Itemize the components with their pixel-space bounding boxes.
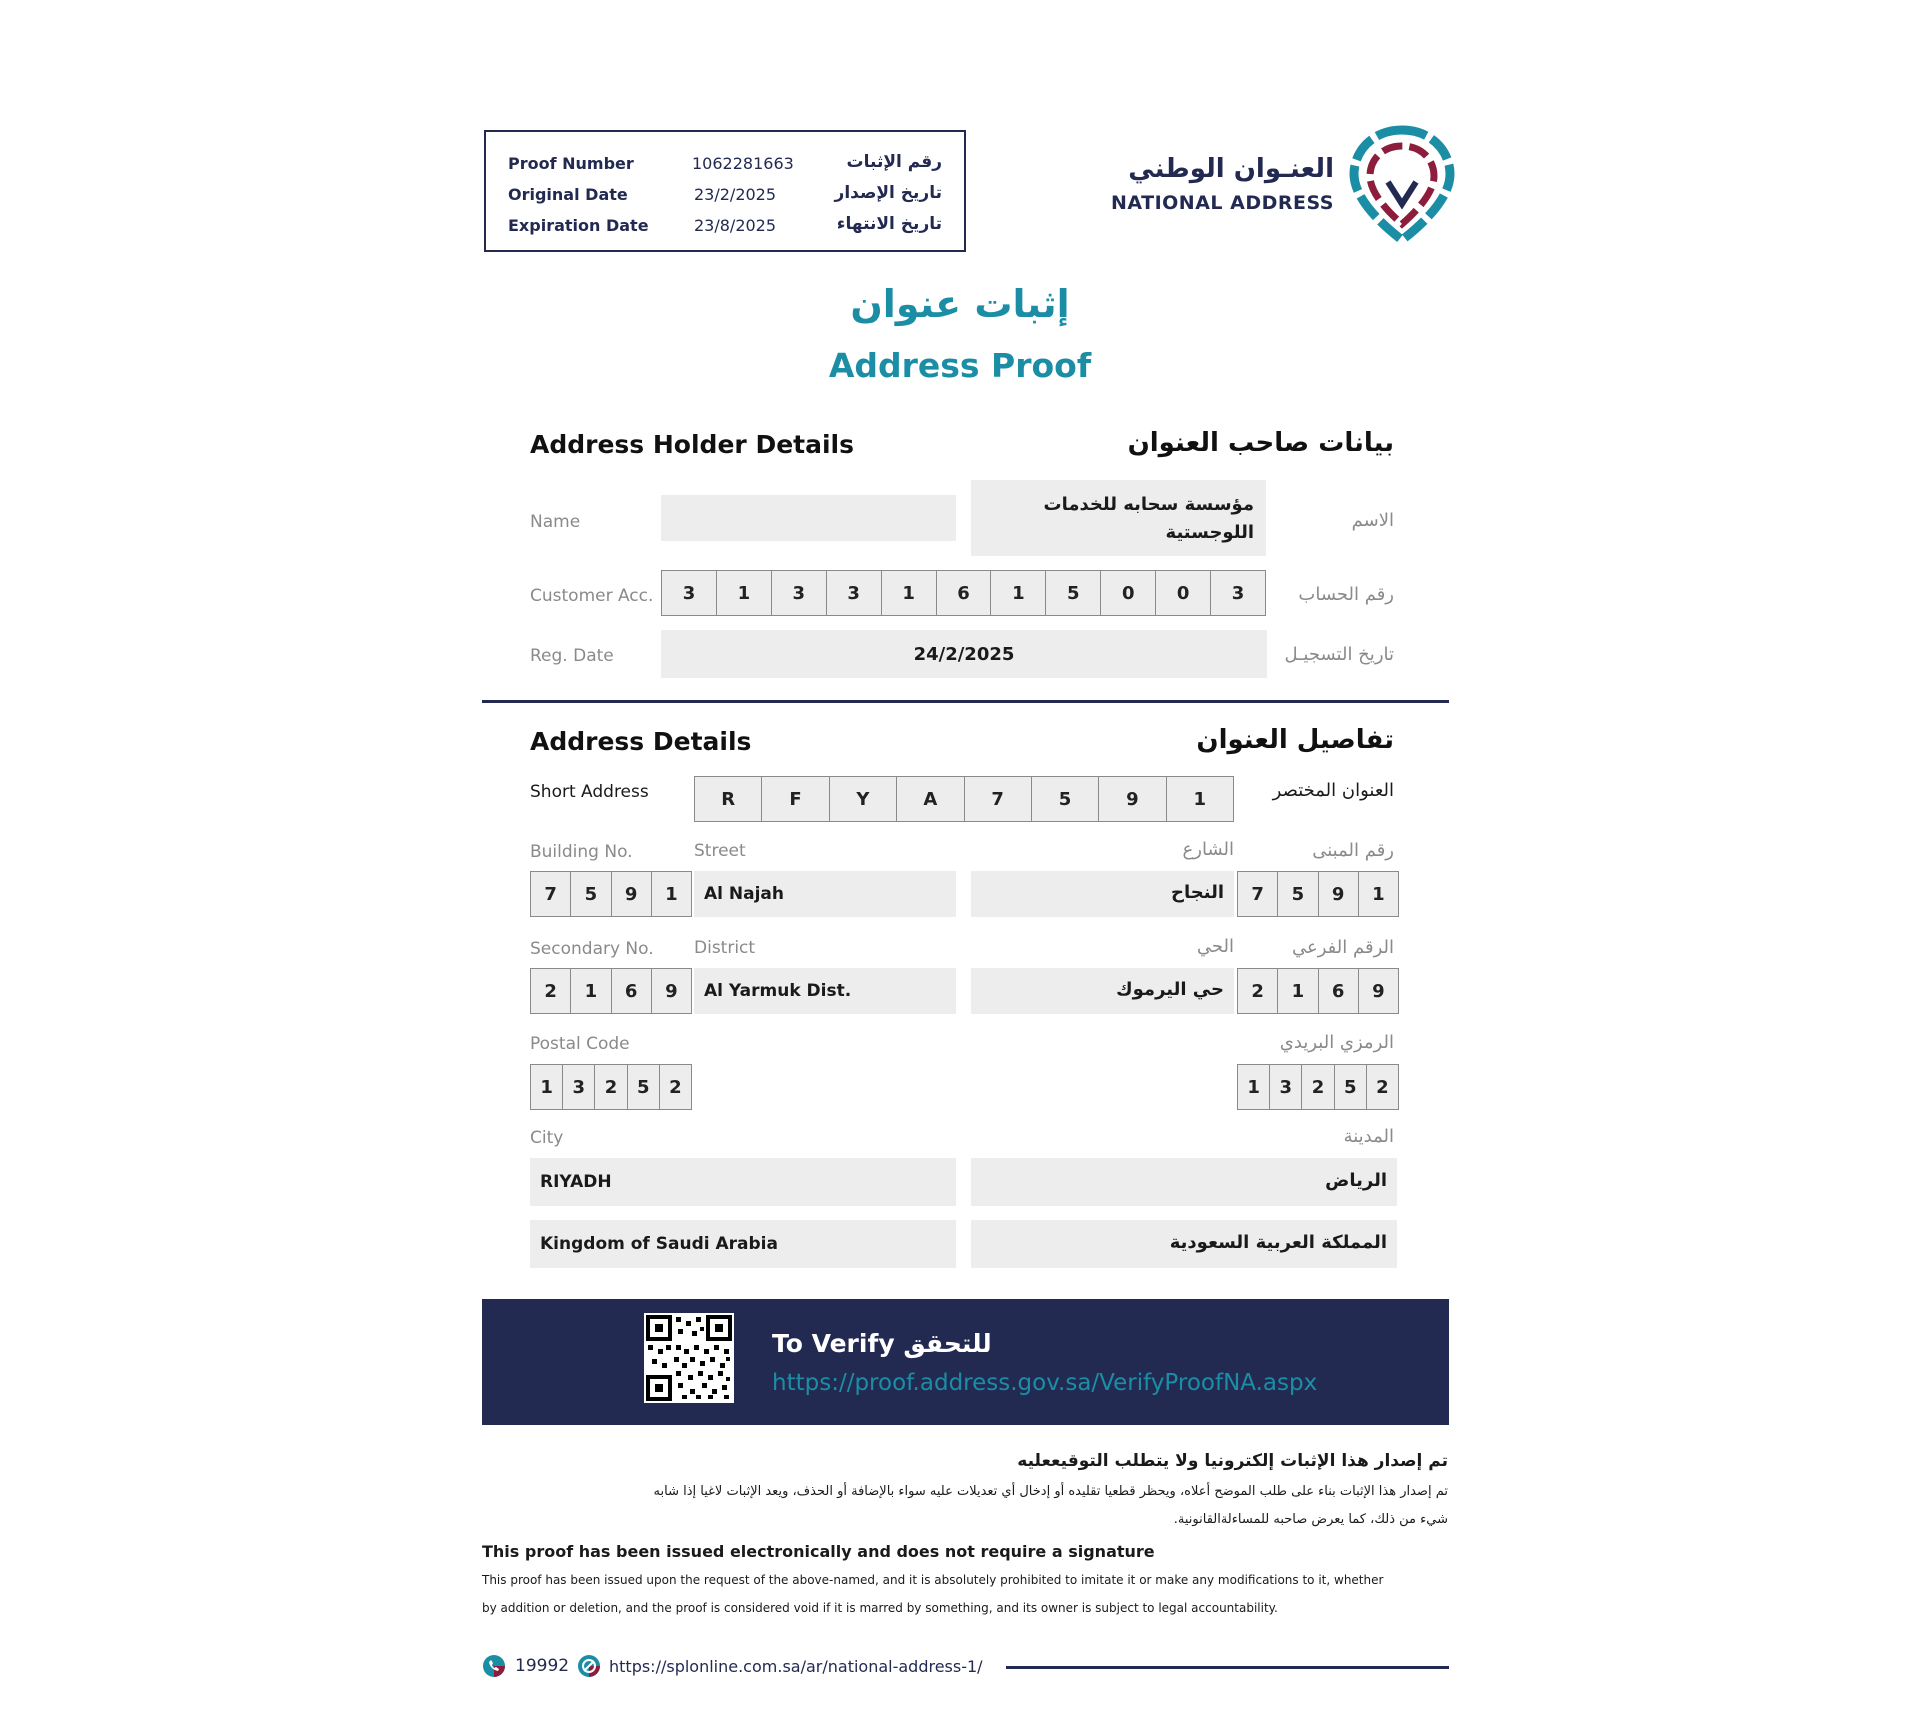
building-digit: 7: [1251, 883, 1264, 905]
address-heading-en: Address Details: [530, 727, 752, 756]
secondary-digit: 9: [651, 969, 691, 1013]
acc-digit: 0: [1100, 571, 1155, 615]
acc-digit: 3: [826, 571, 881, 615]
acc-digit: 6: [936, 571, 991, 615]
name-value-ar-line1: مؤسسة سحابه للخدمات: [1043, 494, 1254, 515]
customer-acc-digits: [661, 570, 1266, 616]
holder-heading-ar: بيانات صاحب العنوان: [1127, 428, 1394, 458]
notice-body-en-line1: This proof has been issued upon the request of the above-named, and it is absolutely prohibited to imitate it or make any modifications to it, whether: [482, 1573, 1384, 1587]
phone-icon: [482, 1654, 506, 1678]
reg-date-label: Reg. Date: [530, 646, 614, 666]
building-digit: 9: [1318, 872, 1358, 916]
short-address-char: R: [721, 788, 736, 810]
reg-date-field: [661, 630, 1267, 678]
street-label-ar: الشارع: [1182, 839, 1234, 860]
country-field-en: [530, 1220, 956, 1268]
building-digits-ar: [1237, 871, 1399, 917]
expiration-date-value: 23/8/2025: [694, 216, 777, 235]
secondary-digit: 1: [570, 969, 610, 1013]
acc-digit: 5: [1045, 571, 1100, 615]
original-date-value: 23/2/2025: [694, 185, 777, 204]
postal-digit: 1: [1247, 1076, 1260, 1098]
country-field-ar: [971, 1220, 1397, 1268]
short-address-char: F: [761, 777, 828, 821]
postal-digit: 3: [1269, 1065, 1301, 1109]
secondary-digits-en: [530, 968, 692, 1014]
building-digits-en: [530, 871, 692, 917]
city-label-ar: المدينة: [1343, 1126, 1394, 1147]
original-date-label-ar: تاريخ الإصدار: [834, 183, 942, 203]
secondary-digit: 6: [1318, 969, 1358, 1013]
section-divider: [482, 700, 1449, 703]
name-value-ar-line2: اللوجستية: [1165, 522, 1254, 543]
short-address-chars: [694, 776, 1234, 822]
building-digit: 1: [651, 872, 691, 916]
district-value-en: Al Yarmuk Dist.: [704, 981, 852, 1001]
acc-digit: 3: [682, 582, 696, 604]
city-value-en: RIYADH: [540, 1172, 612, 1192]
customer-acc-label: Customer Acc.: [530, 586, 654, 606]
district-field-en: [694, 968, 956, 1014]
footer-url[interactable]: https://splonline.com.sa/ar/national-address-1/: [609, 1657, 983, 1676]
customer-acc-label-ar: رقم الحساب: [1298, 584, 1394, 605]
building-digit: 1: [1358, 872, 1398, 916]
city-label: City: [530, 1128, 564, 1148]
short-address-label: Short Address: [530, 782, 649, 802]
district-label-ar: الحي: [1196, 936, 1234, 957]
short-address-char: A: [896, 777, 963, 821]
acc-digit: 3: [1210, 571, 1265, 615]
notice-body-en-line2: by addition or deletion, and the proof is considered void if it is marred by something, and its owner is subject to legal accountability.: [482, 1601, 1278, 1615]
name-field-ar: [971, 480, 1266, 556]
verify-title: To Verify للتحقق: [772, 1329, 992, 1358]
postal-label: Postal Code: [530, 1034, 630, 1054]
secondary-digit: 2: [1251, 980, 1264, 1002]
short-address-char: 7: [964, 777, 1031, 821]
reg-date-label-ar: تاريخ التسجيـل: [1284, 644, 1394, 665]
short-address-char: 9: [1098, 777, 1165, 821]
building-digit: 5: [1277, 872, 1317, 916]
street-field-ar: [971, 871, 1234, 917]
globe-icon: [577, 1654, 601, 1678]
street-label: Street: [694, 841, 746, 861]
postal-digit: 2: [1301, 1065, 1333, 1109]
street-value-ar: النجاح: [1171, 882, 1224, 903]
building-digit: 7: [544, 883, 557, 905]
country-value-ar: المملكة العربية السعودية: [1169, 1232, 1387, 1253]
street-field-en: [694, 871, 956, 917]
footer-line: [1006, 1666, 1449, 1669]
district-label: District: [694, 938, 756, 958]
acc-digit: 1: [716, 571, 771, 615]
proof-info-box: [484, 130, 966, 252]
postal-digit: 1: [540, 1076, 553, 1098]
district-value-ar: حي اليرموك: [1116, 979, 1224, 1000]
proof-number-value: 1062281663: [692, 154, 794, 173]
building-digit: 5: [570, 872, 610, 916]
location-pin-icon: [1344, 124, 1460, 246]
holder-heading-en: Address Holder Details: [530, 430, 854, 459]
city-value-ar: الرياض: [1325, 1170, 1387, 1191]
expiration-date-label-ar: تاريخ الانتهاء: [836, 214, 942, 234]
street-value-en: Al Najah: [704, 884, 785, 904]
short-address-char: 1: [1166, 777, 1233, 821]
secondary-digit: 1: [1277, 969, 1317, 1013]
postal-label-ar: الرمزي البريدي: [1279, 1032, 1394, 1053]
proof-number-label: Proof Number: [508, 154, 634, 173]
page-title-ar: إثبات عنوان: [850, 282, 1070, 326]
postal-digits-en: [530, 1064, 692, 1110]
notice-heading-ar: تم إصدار هذا الإثبات إلكترونيا ولا يتطلب التوقيععليه: [1017, 1451, 1448, 1471]
reg-date-value: 24/2/2025: [913, 643, 1015, 665]
name-label: Name: [530, 512, 581, 532]
acc-digit: 0: [1155, 571, 1210, 615]
postal-digit: 2: [659, 1065, 691, 1109]
postal-digits-ar: [1237, 1064, 1399, 1110]
short-address-char: 5: [1031, 777, 1098, 821]
district-field-ar: [971, 968, 1234, 1014]
short-address-char: Y: [829, 777, 896, 821]
postal-digit: 2: [1366, 1065, 1398, 1109]
postal-digit: 3: [562, 1065, 594, 1109]
original-date-label: Original Date: [508, 185, 628, 204]
proof-number-label-ar: رقم الإثبات: [846, 152, 942, 172]
notice-body-ar-line2: شيء من ذلك، كما يعرض صاحبه للمساءلةالقانونية.: [1173, 1512, 1448, 1527]
secondary-label: Secondary No.: [530, 939, 654, 959]
national-address-logo: [1110, 124, 1460, 249]
city-field-en: [530, 1158, 956, 1206]
building-label-ar: رقم المبنى: [1312, 840, 1394, 861]
notice-body-ar-line1: تم إصدار هذا الإثبات بناء على طلب الموضح أعلاه، ويحظر قطعيا تقليده أو إدخال أي تعديلات عليه سواء بالإضافة أو الحذف، ويعد الإثبات لاغيا إذا شابه: [653, 1484, 1448, 1499]
footer-phone[interactable]: 19992: [515, 1656, 570, 1676]
secondary-digit: 2: [544, 980, 557, 1002]
qr-code-icon: [644, 1313, 734, 1403]
postal-digit: 5: [627, 1065, 659, 1109]
short-address-label-ar: العنوان المختصر: [1272, 780, 1394, 801]
secondary-digit: 9: [1358, 969, 1398, 1013]
secondary-digits-ar: [1237, 968, 1399, 1014]
acc-digit: 3: [771, 571, 826, 615]
page-title-en: Address Proof: [828, 346, 1092, 385]
address-heading-ar: تفاصيل العنوان: [1196, 725, 1394, 755]
verify-banner: [482, 1299, 1449, 1425]
postal-digit: 2: [594, 1065, 626, 1109]
acc-digit: 1: [990, 571, 1045, 615]
country-value-en: Kingdom of Saudi Arabia: [540, 1234, 778, 1254]
verify-link[interactable]: https://proof.address.gov.sa/VerifyProofNA.aspx: [772, 1370, 1318, 1396]
building-digit: 9: [611, 872, 651, 916]
secondary-digit: 6: [611, 969, 651, 1013]
building-label: Building No.: [530, 842, 633, 862]
secondary-label-ar: الرقم الفرعي: [1292, 937, 1394, 958]
name-field-en: [661, 495, 956, 541]
logo-text-ar: العنـوان الوطني: [1128, 154, 1334, 184]
acc-digit: 1: [881, 571, 936, 615]
notice-heading-en: This proof has been issued electronically and does not require a signature: [482, 1542, 1155, 1561]
expiration-date-label: Expiration Date: [508, 216, 649, 235]
name-label-ar: الاسم: [1351, 510, 1394, 531]
logo-text-en: NATIONAL ADDRESS: [1110, 192, 1334, 214]
city-field-ar: [971, 1158, 1397, 1206]
postal-digit: 5: [1334, 1065, 1366, 1109]
